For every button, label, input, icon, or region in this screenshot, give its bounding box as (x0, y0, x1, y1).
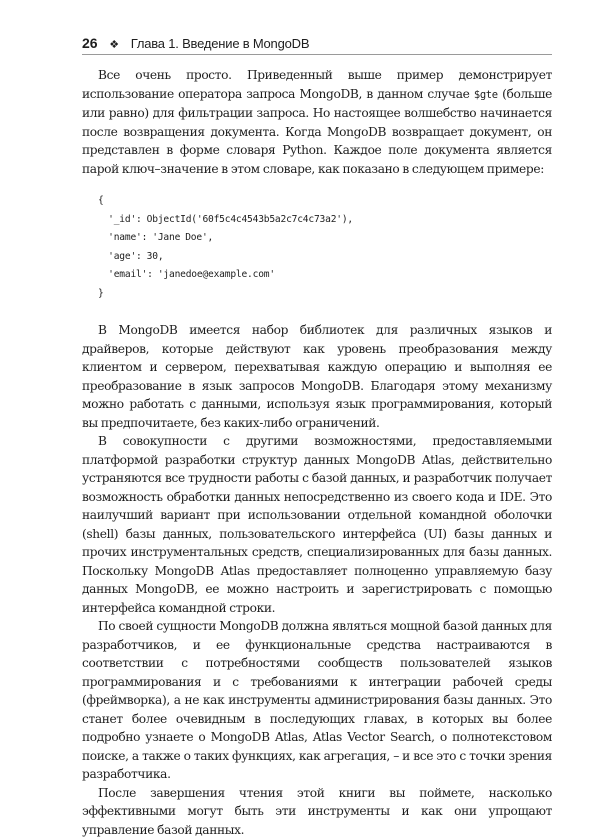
paragraph-developers: По своей сущности MongoDB должна являться мощной базой данных для разработчиков, и ее функциональные средства настраиваются в соответствии с потребностями сообществ пользователей языков программирования и с требованиями к интеграции рабочей среды (фреймворка), а не как инструменты администрирования базы данных. Это станет более очевидным в последующих главах, в которых вы более подробно узнаете о MongoDB Atlas, Atlas Vector Search, о полнотекстовом поиске, а также о таких функциях, как агрегация, – и все это с точки зрения разработчика. (82, 617, 552, 784)
code-line-email: 'email': 'janedoe@example.com' (98, 266, 552, 285)
page-body (82, 66, 552, 839)
code-line-close: } (98, 285, 552, 304)
paragraph-intro-text-a: Все очень просто. Приведенный выше пример демонстрирует использование оператора запроса MongoDB, в данном случае (82, 68, 552, 101)
paragraph-atlas: В совокупности с другими возможностями, предоставляемыми платформой разработки структур данных MongoDB Atlas, действительно устраняются все трудности работы с базой данных, и разработчик получает возможность обработки данных непосредственно из своего кода и IDE. Это наилучший вариант при использовании отдельной командной оболочки (shell) базы данных, пользовательского интерфейса (UI) базы данных и прочих инструментальных средств, специализированных для базы данных. Поскольку MongoDB Atlas предоставляет полноценно управляемую базу данных MongoDB, ее можно настроить и зарегистрировать с помощью интерфейса командной строки. (82, 432, 552, 617)
code-line-name: 'name': 'Jane Doe', (98, 229, 552, 248)
page-number: 26 (82, 34, 98, 52)
paragraph-conclusion: После завершения чтения этой книги вы поймете, насколько эффективными могут быть эти инструменты и как они упрощают управление базой данных. (82, 784, 552, 839)
running-header (82, 34, 552, 55)
ornament-icon: ❖ (109, 36, 119, 54)
chapter-title: Глава 1. Введение в MongoDB (131, 35, 310, 53)
paragraph-intro (82, 66, 552, 178)
paragraph-drivers: В MongoDB имеется набор библиотек для различных языков и драйверов, которые действуют как уровень преобразования между клиентом и сервером, перехватывая каждую операцию и выполняя ее преобразование в язык запросов MongoDB. Благодаря этому механизму можно работать с данными, используя язык программирования, который вы предпочитаете, без каких-либо ограничений. (82, 321, 552, 432)
inline-code-gte: $gte (474, 89, 498, 101)
code-line-age: 'age': 30, (98, 248, 552, 267)
code-line-id: '_id': ObjectId('60f5c4c4543b5a2c7c4c73a2'), (98, 211, 552, 230)
code-example (98, 192, 552, 303)
paragraph-intro-text-b: (больше или равно) для фильтрации запроса. Но настоящее волшебство начинается после возвращения документа. Когда MongoDB возвращает документ, он представлен в форме словаря Python. Каждое поле документа является парой ключ–значение в этом словаре, как показано в следующем примере: (82, 87, 552, 176)
code-line-open: { (98, 192, 552, 211)
